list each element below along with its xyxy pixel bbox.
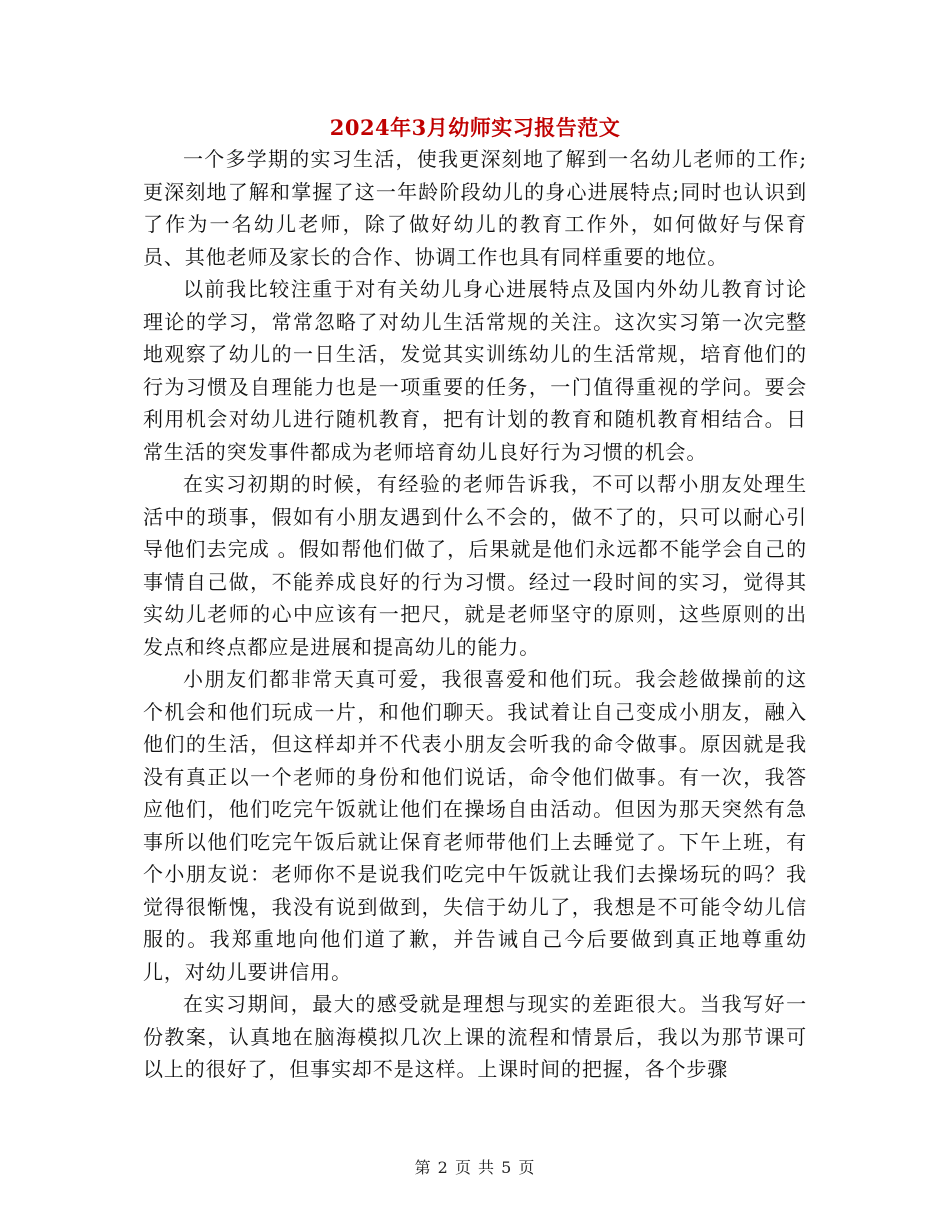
document-title: 2024年3月幼师实习报告范文 xyxy=(329,115,621,140)
paragraph: 在实习期间，最大的感受就是理想与现实的差距很大。当我写好一份教案，认真地在脑海模拟几次上课的流程和情景后，我以为那节课可以上的很好了，但事实却不是这样。上课时间的把握，各个步骤 xyxy=(143,992,807,1081)
document-body xyxy=(143,143,807,1086)
paragraph: 一个多学期的实习生活，使我更深刻地了解到一名幼儿老师的工作;更深刻地了解和掌握了这一年龄阶段幼儿的身心进展特点;同时也认识到了作为一名幼儿老师，除了做好幼儿的教育工作外，如何做好与保育员、其他老师及家长的合作、协调工作也具有同样重要的地位。 xyxy=(143,147,807,269)
paragraph: 小朋友们都非常天真可爱，我很喜爱和他们玩。我会趁做操前的这个机会和他们玩成一片，和他们聊天。我试着让自己变成小朋友，融入他们的生活，但这样却并不代表小朋友会听我的命令做事。原因就是我没有真正以一个老师的身份和他们说话，命令他们做事。有一次，我答应他们，他们吃完午饭就让他们在操场自由活动。但因为那天突然有急事所以他们吃完午饭后就让保育老师带他们上去睡觉了。下午上班，有个小朋友说：老师你不是说我们吃完中午饭就让我们去操场玩的吗？我觉得很惭愧，我没有说到做到，失信于幼儿了，我想是不可能令幼儿信服的。我郑重地向他们道了歉，并告诫自己今后要做到真正地尊重幼儿，对幼儿要讲信用。 xyxy=(143,667,807,984)
paragraph: 以前我比较注重于对有关幼儿身心进展特点及国内外幼儿教育讨论理论的学习，常常忽略了对幼儿生活常规的关注。这次实习第一次完整地观察了幼儿的一日生活，发觉其实训练幼儿的生活常规，培育他们的行为习惯及自理能力也是一项重要的任务，一门值得重视的学问。要会利用机会对幼儿进行随机教育，把有计划的教育和随机教育相结合。日常生活的突发事件都成为老师培育幼儿良好行为习惯的机会。 xyxy=(143,277,807,464)
page-footer: 第 2 页 共 5 页 xyxy=(414,1158,536,1177)
paragraph: 在实习初期的时候，有经验的老师告诉我，不可以帮小朋友处理生活中的琐事，假如有小朋友遇到什么不会的，做不了的，只可以耐心引导他们去完成 。假如帮他们做了，后果就是他们永远都不能学会自己的事情自己做，不能养成良好的行为习惯。经过一段时间的实习，觉得其实幼儿老师的心中应该有一把尺，就是老师坚守的原则，这些原则的出发点和终点都应是进展和提高幼儿的能力。 xyxy=(143,472,807,659)
